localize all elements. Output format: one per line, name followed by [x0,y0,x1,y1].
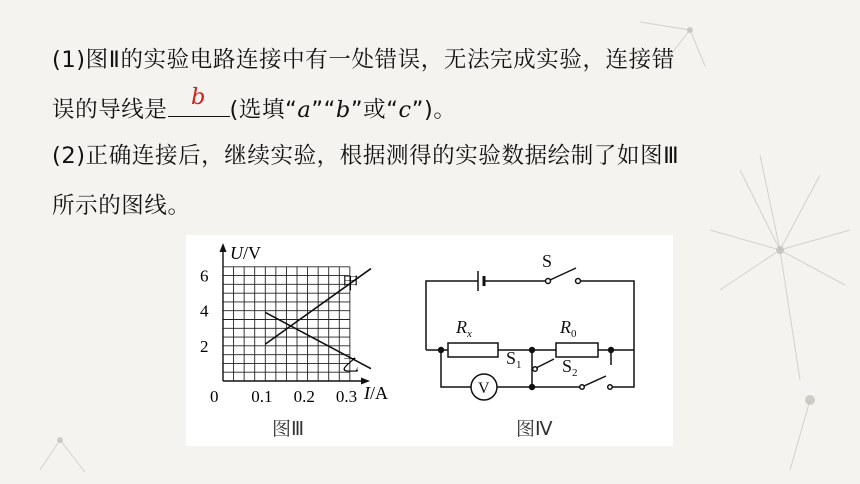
choice-prefix: (选填“ [229,97,298,123]
switch-s2-pivot [580,385,585,390]
switch-s-label: S [542,251,553,271]
y-axis-label: U/V [230,243,261,263]
figure3-caption: 图Ⅲ [272,419,305,440]
figure-panel [186,235,673,446]
part2-line1: (2)正确连接后，继续实验，根据测得的实验数据绘制了如图Ⅲ [52,143,680,169]
switch-s1-blade [536,359,554,368]
part1-line1: (1)图Ⅱ的实验电路连接中有一处错误，无法完成实验，连接错 [52,47,675,73]
switch-s-blade [550,268,576,280]
resistor-rx-label: $R_x$ [456,317,472,340]
figure4-caption: 图Ⅳ [516,419,553,440]
resistor-r0 [556,343,598,357]
switch-s2-blade [584,376,606,386]
wire-s2-right [612,350,634,387]
answer-text: b [191,84,207,110]
y-tick-label: 4 [200,301,209,321]
resistor-r0-label: $R_0$ [560,317,577,340]
origin-label: 0 [210,387,219,406]
switch-s2-label: $S_2$ [562,356,578,379]
question-part1 [52,35,792,135]
x-axis-label: I/A [364,383,388,403]
switch-s2-contact [608,385,613,390]
choice-sep1: ”“ [311,97,336,123]
answer-blank [168,84,230,117]
u-i-chart [200,243,388,440]
x-tick-label: 0.3 [335,387,358,406]
x-tick-label: 0.2 [293,387,315,406]
part2-line2: 所示的图线。 [52,193,191,219]
series-jia-label: 甲 [342,274,359,293]
series-yi-label: 乙 [342,356,359,375]
resistor-rx [448,343,498,357]
wire-top-right [580,281,634,350]
choice-sep2: ”或“ [350,97,399,123]
option-a: a [297,97,312,123]
switch-s1-label: $S_1$ [506,348,522,371]
voltmeter-label: V [478,380,490,397]
question-part2 [52,131,792,231]
y-tick-label: 6 [200,266,209,286]
x-tick-labels [251,387,357,406]
part1-line2-before: 误的导线是 [52,97,168,123]
y-tick-label: 2 [200,336,209,356]
switch-s-pivot [546,279,551,284]
part1-line2 [52,85,792,135]
y-tick-labels [200,267,209,356]
x-tick-label: 0.1 [251,387,273,406]
option-b: b [335,97,351,123]
choice-end: ”)。 [411,97,457,123]
switch-s-contact [576,279,581,284]
option-c: c [398,97,412,123]
y-axis-arrow [220,243,227,252]
figures-svg [186,235,673,446]
